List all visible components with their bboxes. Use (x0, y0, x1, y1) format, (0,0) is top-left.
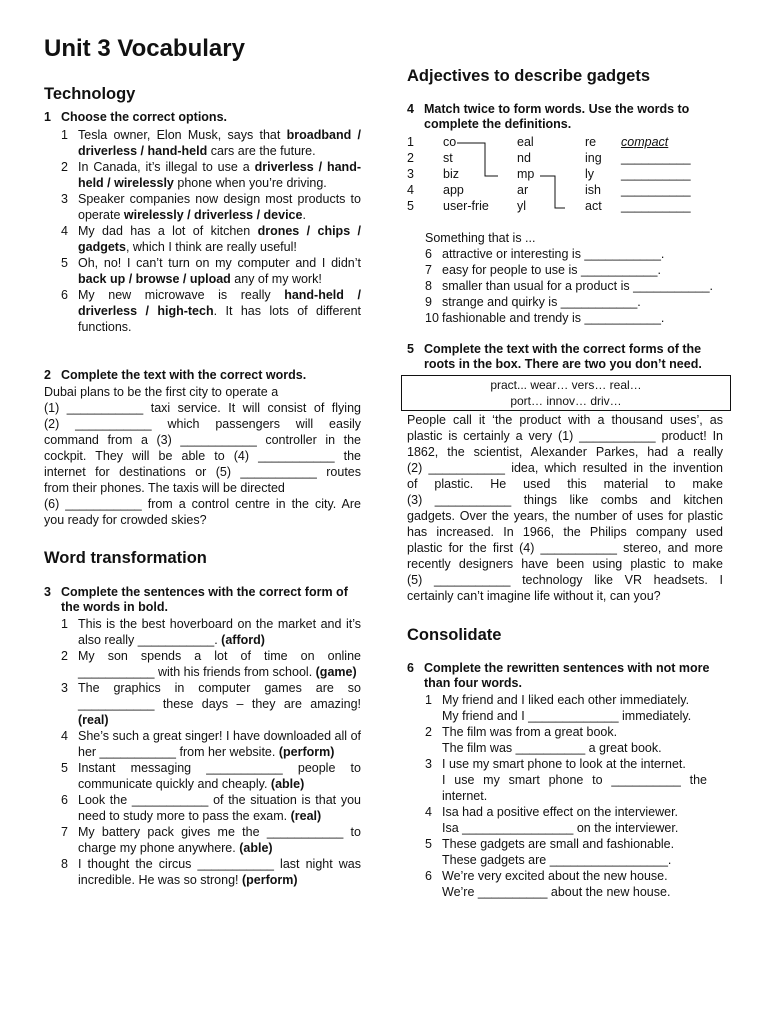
list-item (61, 616, 361, 648)
item-text-a: Speaker companies now design most products to operate (78, 192, 361, 222)
item-text-c: cars are the future. (207, 144, 316, 158)
item-number: 3 (425, 757, 432, 771)
rewritten-sentence: We’re __________ about the new house. (442, 885, 671, 899)
item-text-c: . It has lots of different functions. (78, 304, 361, 334)
item-number: 7 (61, 825, 68, 839)
exercise-3-items (61, 616, 361, 888)
word-box-line-1: pract... wear… vers… real… (490, 378, 642, 392)
item-number: 5 (61, 256, 68, 270)
list-item (61, 287, 361, 335)
item-text-c: any of my work! (230, 272, 322, 286)
item-number: 7 (425, 263, 432, 277)
exercise-4-lead: Something that is ... (425, 231, 536, 245)
exercise-5-instruction: 5 Complete the text with the correct forms of the roots in the box. There are two you don’t need. (407, 342, 702, 371)
match-cell: st (443, 151, 453, 165)
list-item (61, 792, 361, 824)
item-text (442, 804, 707, 836)
match-cell: yl (517, 199, 527, 213)
item-sentence: She’s such a great singer! I have downloaded all of her ___________ from her website. (78, 729, 361, 759)
item-number: 10 (425, 311, 439, 325)
item-root-word: (able) (239, 841, 273, 855)
match-cell: 2 (407, 151, 414, 165)
word-box-line-2: port… innov… driv… (510, 394, 622, 408)
item-root-word: (game) (315, 665, 357, 679)
exercise-2-instruction: 2 Complete the text with the correct words. (44, 368, 307, 382)
item-number: 8 (61, 857, 68, 871)
item-number: 3 (61, 681, 68, 695)
match-cell: co (443, 135, 457, 149)
item-number: 6 (425, 869, 432, 883)
exercise-6-items (425, 692, 707, 900)
list-item (425, 756, 707, 804)
rewritten-sentence: My friend and I _____________ immediately. (442, 709, 692, 723)
list-item (61, 223, 361, 255)
text-line: internet for destinations or (5) ___________ routes (44, 465, 361, 479)
item-text-c: phone when you’re driving. (173, 176, 327, 190)
rewritten-sentence: The film was __________ a great book. (442, 741, 662, 755)
text-line: (5) ___________ technology like VR headsets. I (407, 573, 723, 587)
match-cell: __________ (621, 199, 691, 213)
item-text (78, 856, 361, 888)
item-sentence: This is the best hoverboard on the market and it’s also really ___________. (78, 617, 361, 647)
match-cell: re (585, 135, 597, 149)
item-text (78, 824, 361, 856)
match-cell: user-frie (443, 199, 489, 213)
match-cell: ar (517, 183, 529, 197)
exercise-3-instruction: 3 Complete the sentences with the correct form of the words in bold. (44, 585, 348, 614)
list-item (61, 191, 361, 223)
item-options: broadband / driverless / hand-held (78, 128, 361, 158)
list-item (61, 127, 361, 159)
original-sentence: Isa had a positive effect on the interviewer. (442, 805, 679, 819)
text-line: of plastic. He used this material to make (407, 477, 723, 491)
list-item (61, 159, 361, 191)
exercise-1-items (61, 127, 361, 335)
word-box (401, 375, 731, 411)
match-cell: biz (443, 167, 459, 181)
text-line: (1) ___________ taxi service. It will consist of flying (44, 401, 361, 415)
match-cell: 1 (407, 135, 414, 149)
item-text: strange and quirky is ___________. (442, 295, 641, 309)
text-line: (2) ___________ which passengers will easily (44, 417, 361, 431)
item-number: 8 (425, 279, 432, 293)
item-text-c: , which I think are really useful! (125, 240, 297, 254)
item-text (78, 255, 361, 287)
item-text (442, 692, 707, 724)
item-number: 3 (61, 192, 68, 206)
page-title: Unit 3 Vocabulary (44, 35, 245, 62)
text-line: has increased. In 1966, the Philips company used (407, 525, 723, 539)
item-number: 5 (61, 761, 68, 775)
list-item (61, 824, 361, 856)
item-text (442, 836, 707, 868)
match-row (407, 198, 727, 214)
exercise-2-text (44, 384, 361, 528)
exercise-4-definitions (425, 246, 730, 326)
original-sentence: The film was from a great book. (442, 725, 618, 739)
item-text-c: . (302, 208, 306, 222)
match-cell: compact (621, 135, 669, 149)
item-text (78, 680, 361, 728)
item-text: smaller than usual for a product is ___________. (442, 279, 714, 293)
item-number: 4 (61, 729, 68, 743)
section-heading-technology: Technology (44, 85, 136, 103)
definition-item (425, 278, 730, 294)
match-cell: __________ (621, 151, 691, 165)
match-row (407, 134, 727, 150)
text-line: (3) ___________ things like combs and kitchen (407, 493, 723, 507)
item-number: 1 (61, 617, 68, 631)
item-number: 4 (61, 224, 68, 238)
definition-item (425, 310, 730, 326)
match-cell: eal (517, 135, 534, 149)
item-number: 5 (425, 837, 432, 851)
match-row (407, 166, 727, 182)
match-cell: ly (585, 167, 595, 181)
item-text (78, 728, 361, 760)
list-item (61, 760, 361, 792)
exercise-5-text (407, 412, 723, 604)
match-cell: nd (517, 151, 531, 165)
section-heading-adjectives: Adjectives to describe gadgets (407, 67, 650, 85)
text-line: cockpit. They will be able to (4) ___________ the (44, 449, 361, 463)
text-line: (2) ___________ idea, which resulted in the invention (407, 461, 723, 475)
match-cell: mp (517, 167, 535, 181)
item-root-word: (perform) (278, 745, 335, 759)
list-item (61, 255, 361, 287)
item-text (78, 760, 361, 792)
match-cell: __________ (621, 167, 691, 181)
match-cell: ish (585, 183, 601, 197)
exercise-1-instruction: 1 Choose the correct options. (44, 110, 227, 124)
item-text: attractive or interesting is ___________. (442, 247, 665, 261)
text-line: (6) ___________ from a control centre in the city. Are (44, 497, 361, 511)
item-text-a: My new microwave is really (78, 288, 285, 302)
item-sentence: Instant messaging ___________ people to communicate quickly and cheaply. (78, 761, 361, 791)
item-root-word: (afford) (221, 633, 265, 647)
item-number: 4 (425, 805, 432, 819)
item-text-a: In Canada, it’s illegal to use a (78, 160, 255, 174)
item-sentence: Look the ___________ of the situation is that you need to study more to pass the exam. (78, 793, 361, 823)
match-cell: __________ (621, 183, 691, 197)
item-text (78, 223, 361, 255)
match-cell: act (585, 199, 602, 213)
section-heading-word-transformation: Word transformation (44, 549, 207, 567)
item-options: driverless / hand-held / wirelessly (78, 160, 361, 190)
list-item (425, 692, 707, 724)
item-number: 6 (425, 247, 432, 261)
list-item (425, 836, 707, 868)
definition-item (425, 246, 730, 262)
item-text: fashionable and trendy is ___________. (442, 311, 665, 325)
list-item (425, 724, 707, 756)
list-item (425, 868, 707, 900)
item-text (78, 191, 361, 223)
item-text (78, 287, 361, 335)
item-options: hand-held / driverless / high-tech (78, 288, 361, 318)
list-item (61, 728, 361, 760)
text-line: Dubai plans to be the first city to operate a (44, 385, 279, 399)
item-options: back up / browse / upload (78, 272, 231, 286)
item-text-a: Tesla owner, Elon Musk, says that (78, 128, 287, 142)
item-sentence: My son spends a lot of time on online ___________ with his friends from school. (78, 649, 361, 679)
list-item (61, 648, 361, 680)
item-text (442, 756, 707, 804)
item-sentence: I thought the circus ___________ last night was incredible. He was so strong! (78, 857, 361, 887)
item-number: 2 (61, 649, 68, 663)
item-text (78, 127, 361, 159)
definition-item (425, 294, 730, 310)
item-text (78, 616, 361, 648)
rewritten-sentence: These gadgets are _________________. (442, 853, 672, 867)
match-cell: 5 (407, 199, 414, 213)
item-text (442, 868, 707, 900)
item-root-word: (perform) (241, 873, 298, 887)
original-sentence: I use my smart phone to look at the internet. (442, 757, 686, 771)
text-line: plastic for the first (4) ___________ stereo, and more (407, 541, 723, 555)
item-text (78, 648, 361, 680)
text-line: People call it ‘the product with a thousand uses’, as (407, 413, 723, 427)
item-text (78, 792, 361, 824)
match-row (407, 182, 727, 198)
item-sentence: My battery pack gives me the ___________ to charge my phone anywhere. (78, 825, 361, 855)
text-line: gadgets. Over the years, the number of uses for plastic (407, 509, 723, 523)
text-line: from their phones. The taxis will be directed (44, 481, 285, 495)
exercise-4-match-table (407, 134, 729, 218)
rewritten-sentence: I use my smart phone to __________ the internet. (442, 773, 707, 803)
item-number: 1 (425, 693, 432, 707)
original-sentence: These gadgets are small and fashionable. (442, 837, 675, 851)
item-number: 6 (61, 793, 68, 807)
item-text: easy for people to use is ___________. (442, 263, 661, 277)
match-cell: app (443, 183, 464, 197)
text-line: 1862, the scientist, Alexander Parkes, had a really (407, 445, 723, 459)
item-root-word: (able) (270, 777, 305, 791)
list-item (61, 680, 361, 728)
original-sentence: My friend and I liked each other immediately. (442, 693, 690, 707)
exercise-6-instruction: 6 Complete the rewritten sentences with not more than four words. (407, 661, 710, 690)
text-line: recently designers have been using plastic to make (407, 557, 723, 571)
item-number: 2 (425, 725, 432, 739)
item-root-word: (real) (78, 713, 109, 727)
item-options: wirelessly / driverless / device (123, 208, 303, 222)
text-line: command from a (3) ___________ controller in the (44, 433, 361, 447)
item-sentence: The graphics in computer games are so ___________ these days – they are amazing! (78, 681, 361, 711)
item-text (442, 724, 707, 756)
definition-item (425, 262, 730, 278)
match-cell: 4 (407, 183, 414, 197)
text-line: certainly can’t imagine life without it, can you? (407, 589, 661, 603)
match-cell: ing (585, 151, 602, 165)
item-number: 6 (61, 288, 68, 302)
rewritten-sentence: Isa ________________ on the interviewer. (442, 821, 679, 835)
section-heading-consolidate: Consolidate (407, 626, 502, 644)
original-sentence: We’re very excited about the new house. (442, 869, 668, 883)
item-options: drones / chips / gadgets (78, 224, 362, 254)
list-item (425, 804, 707, 836)
item-text-a: Oh, no! I can’t turn on my computer and I didn’t (78, 256, 361, 270)
item-text (78, 159, 361, 191)
item-root-word: (real) (290, 809, 322, 823)
item-number: 1 (61, 128, 68, 142)
text-line: plastic is certainly a very (1) ___________ product! In (407, 429, 723, 443)
exercise-4-instruction: 4 Match twice to form words. Use the words to complete the definitions. (407, 102, 690, 131)
list-item (61, 856, 361, 888)
text-line: you ready for crowded skies? (44, 513, 207, 527)
item-number: 9 (425, 295, 432, 309)
match-row (407, 150, 727, 166)
item-number: 2 (61, 160, 68, 174)
match-cell: 3 (407, 167, 414, 181)
item-text-a: My dad has a lot of kitchen (78, 224, 258, 238)
